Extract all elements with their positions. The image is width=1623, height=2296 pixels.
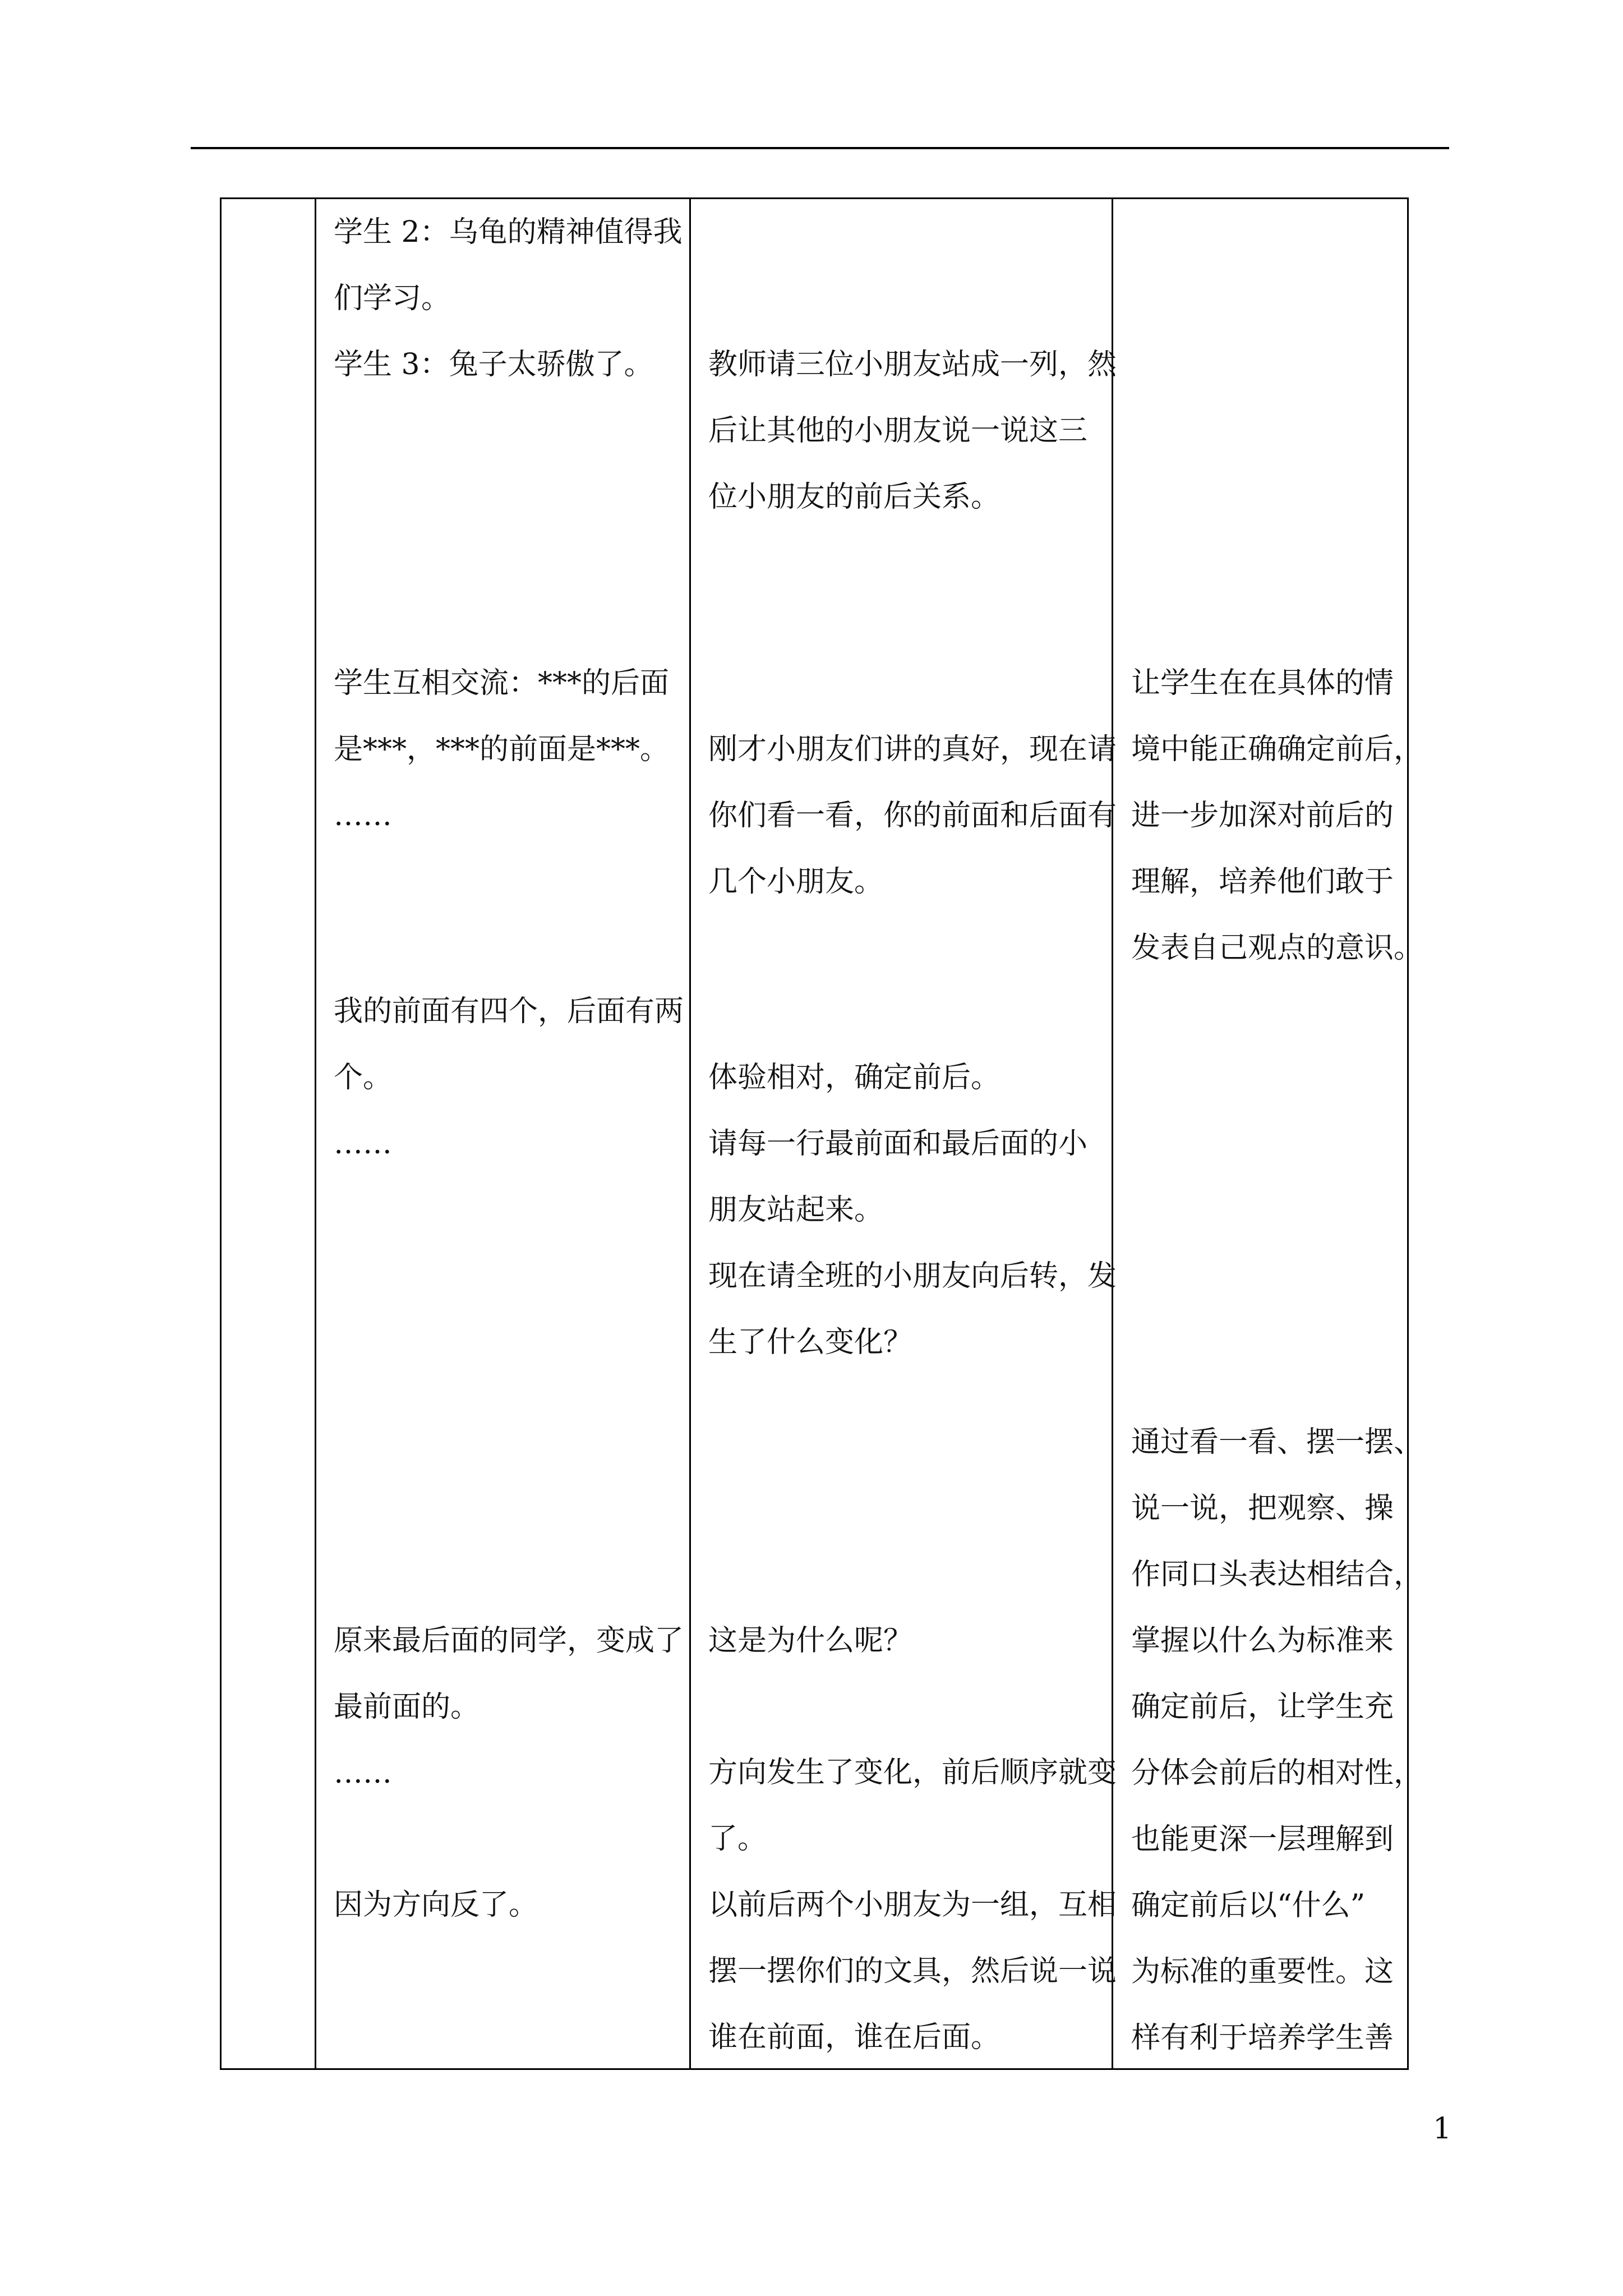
text-line: 位小朋友的前后关系。 xyxy=(708,480,1000,514)
text-line: 进一步加深对前后的 xyxy=(1131,799,1394,832)
lesson-table xyxy=(220,197,1423,2070)
teacher-block xyxy=(708,716,1117,915)
text-line: 刚才小朋友们讲的真好，现在请 xyxy=(708,733,1117,766)
text-line: 个。 xyxy=(334,1061,393,1094)
text-line: 这是为什么呢？ xyxy=(708,1624,913,1658)
column-divider xyxy=(689,199,691,2068)
text-line: 后让其他的小朋友说一说这三 xyxy=(708,414,1088,448)
text-line: 发表自己观点的意识。 xyxy=(1131,931,1423,965)
teacher-block xyxy=(708,332,1117,530)
intent-block xyxy=(1131,1409,1423,2071)
text-line: 作同口头表达相结合， xyxy=(1131,1558,1423,1591)
text-line: 我的前面有四个，后面有两 xyxy=(334,995,684,1028)
text-line: 最前面的。 xyxy=(334,1690,480,1724)
text-line: 境中能正确确定前后， xyxy=(1131,733,1423,766)
text-line: …… xyxy=(334,799,392,832)
text-line: 学生互相交流：***的后面 xyxy=(334,666,670,700)
text-line: 通过看一看、摆一摆、 xyxy=(1131,1425,1423,1459)
text-line: 是***，***的前面是***。 xyxy=(334,733,670,766)
text-line: 教师请三位小朋友站成一列，然 xyxy=(708,348,1117,381)
text-line: 摆一摆你们的文具，然后说一说 xyxy=(708,1954,1117,1988)
text-line: 确定前后以“什么” xyxy=(1131,1889,1366,1922)
text-line: 以前后两个小朋友为一组，互相 xyxy=(708,1888,1117,1922)
student-block xyxy=(334,650,669,849)
student-block xyxy=(334,978,684,1177)
text-line: 确定前后，让学生充 xyxy=(1131,1690,1394,1724)
text-line: …… xyxy=(334,1127,392,1161)
student-block xyxy=(334,1608,684,1806)
text-line: 学生 2：乌龟的精神值得我 xyxy=(334,215,683,249)
text-line: 了。 xyxy=(708,1822,767,1856)
text-line: 为标准的重要性。这 xyxy=(1131,1955,1394,1989)
student-block xyxy=(334,332,653,398)
teacher-block xyxy=(708,1740,1117,2070)
text-line: 学生 3：兔子太骄傲了。 xyxy=(334,348,653,381)
teacher-block xyxy=(708,1045,1117,1375)
text-line: 也能更深一层理解到 xyxy=(1131,1823,1394,1856)
text-line: 原来最后面的同学，变成了 xyxy=(334,1624,684,1658)
text-line: 们学习。 xyxy=(334,282,451,315)
text-line: 谁在前面，谁在后面。 xyxy=(708,2021,1000,2054)
text-line: …… xyxy=(334,1756,392,1790)
text-line: 体验相对，确定前后。 xyxy=(708,1061,1000,1094)
text-line: 生了什么变化？ xyxy=(708,1326,913,1359)
intent-block xyxy=(1131,650,1423,981)
text-line: 请每一行最前面和最后面的小 xyxy=(708,1127,1088,1161)
header-rule xyxy=(191,147,1449,149)
student-block xyxy=(334,1872,538,1938)
text-line: 你们看一看，你的前面和后面有 xyxy=(708,799,1117,832)
text-line: 几个小朋友。 xyxy=(708,865,884,899)
text-line: 让学生在在具体的情 xyxy=(1131,666,1394,700)
text-line: 现在请全班的小朋友向后转，发 xyxy=(708,1259,1117,1293)
text-line: 朋友站起来。 xyxy=(708,1193,884,1227)
text-line: 方向发生了变化，前后顺序就变 xyxy=(708,1756,1117,1789)
student-block xyxy=(334,199,683,332)
text-line: 样有利于培养学生善 xyxy=(1131,2021,1394,2055)
column-divider xyxy=(315,199,316,2068)
page-number: 1 xyxy=(1433,2112,1452,2146)
text-line: 因为方向反了。 xyxy=(334,1888,538,1922)
text-line: 说一说，把观察、操 xyxy=(1131,1492,1394,1525)
teacher-block xyxy=(708,1608,912,1674)
text-line: 分体会前后的相对性， xyxy=(1131,1756,1423,1790)
text-line: 理解，培养他们敢于 xyxy=(1131,865,1394,899)
text-line: 掌握以什么为标准来 xyxy=(1131,1624,1394,1658)
